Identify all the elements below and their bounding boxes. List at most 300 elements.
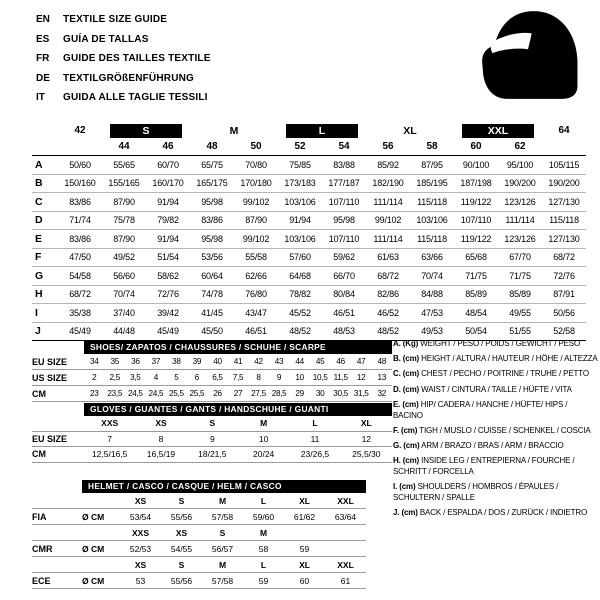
measurement-value: 87/90	[113, 233, 135, 244]
measurement-value: 87/95	[421, 159, 443, 170]
measurement-value: 61/63	[377, 252, 399, 263]
helmet-size-label: M	[218, 559, 227, 570]
shoes-size-value: 11,5	[333, 373, 348, 382]
measurement-value: 47/50	[69, 252, 91, 263]
language-row-en	[36, 10, 211, 30]
legend-key: F. (cm)	[393, 425, 418, 435]
glove-size-value: 11	[310, 433, 320, 444]
apparel-size-table	[32, 123, 586, 341]
shoes-title-bar: SHOES/ ZAPATOS / CHAUSSURES / SCHUHE / SCARPE	[84, 341, 392, 354]
measurement-value: 95/98	[201, 233, 223, 244]
legend-item-a: A. (Kg) WEIGHT / PESO / POIDS / GEWICHT / PESO	[393, 339, 581, 348]
shoes-size-value: 10,5	[312, 373, 328, 382]
size-col-label: 56	[382, 141, 394, 152]
shoes-size-value: 12	[356, 373, 366, 382]
shoes-size-value: 8	[256, 373, 261, 382]
shoes-size-table	[32, 340, 392, 402]
measurement-value: 47/53	[421, 307, 443, 318]
legend-key: J. (cm)	[393, 508, 418, 518]
legend-item-c: C. (cm) CHEST / PECHO / POITRINE / TRUHE / PETTO	[393, 369, 589, 379]
size-col-label: 50	[250, 141, 262, 152]
gloves-title-bar: GLOVES / GUANTES / GANTS / HANDSCHUHE / GUANTI	[84, 403, 392, 416]
measurement-value: 85/89	[509, 289, 531, 300]
diameter-unit-label: Ø CM	[82, 543, 105, 554]
guide-title: GUÍA DE TALLAS	[63, 33, 149, 45]
measurement-value: 71/75	[465, 270, 487, 281]
measurement-value: 51/54	[157, 252, 179, 263]
helmet-size-value: 57/58	[211, 511, 234, 522]
gloves-row-label: CM	[32, 449, 46, 460]
measurement-row-e	[32, 230, 586, 249]
size-col-label: 64	[558, 125, 570, 136]
helmet-sizes-row-cmr	[32, 525, 366, 541]
measurement-value: 87/90	[245, 215, 267, 226]
measurement-value: 95/98	[333, 215, 355, 226]
glove-size-value: 23/26,5	[300, 449, 330, 460]
measurement-value: 185/195	[416, 178, 448, 189]
shoes-size-value: 3,5	[130, 373, 141, 382]
measurement-value: 190/200	[548, 178, 580, 189]
measurement-value: 107/110	[328, 196, 360, 207]
helmet-size-value: 61/62	[293, 511, 316, 522]
measurement-letter: E	[35, 232, 43, 245]
measurement-value: 37/40	[113, 307, 135, 318]
measurement-value: 150/160	[64, 178, 96, 189]
size-group-l: L	[286, 124, 358, 138]
measurement-letter: C	[35, 195, 43, 208]
shoes-size-value: 5	[174, 373, 179, 382]
helmet-size-label: XL	[299, 495, 310, 506]
measurement-value: 173/183	[284, 178, 316, 189]
gloves-row-label: EU SIZE	[32, 433, 68, 444]
shoes-size-value: 25,5	[169, 389, 184, 398]
language-code: IT	[36, 92, 45, 103]
shoes-size-value: 45	[315, 357, 325, 366]
measurement-letter: F	[35, 251, 42, 264]
measurement-letter: I	[35, 306, 38, 319]
shoes-size-value: 7,5	[232, 373, 244, 382]
legend-item-e: E. (cm) HIP/ CADERA / HANCHE / HÜFTE/ HIPS / BACINO	[393, 399, 568, 420]
helmet-size-label: S	[219, 527, 226, 538]
measurement-value: 50/60	[69, 159, 91, 170]
measurement-value: 43/47	[245, 307, 267, 318]
shoes-size-value: 43	[274, 357, 284, 366]
measurement-value: 85/89	[465, 289, 487, 300]
measurement-value: 60/70	[157, 159, 179, 170]
measurement-value: 91/94	[157, 196, 179, 207]
shoes-size-value: 13	[377, 373, 386, 382]
size-group-row	[32, 123, 586, 138]
measurement-value: 87/91	[553, 289, 575, 300]
measurement-value: 84/88	[421, 289, 443, 300]
glove-size-label: S	[209, 418, 216, 429]
helmet-size-label: L	[260, 559, 267, 570]
measurement-value: 83/86	[201, 215, 223, 226]
measurement-value: 111/114	[373, 233, 403, 244]
measurement-row-c	[32, 193, 586, 212]
helmet-size-label: XXS	[131, 527, 149, 538]
helmet-size-label: XL	[299, 559, 310, 570]
language-row-fr	[36, 49, 211, 69]
shoes-size-value: 42	[254, 357, 263, 366]
glove-size-value: 10	[258, 433, 269, 444]
measurement-value: 83/86	[69, 196, 91, 207]
measurement-value: 155/165	[108, 178, 140, 189]
measurement-value: 65/75	[201, 159, 223, 170]
gloves-row-eu-size	[32, 432, 392, 448]
diameter-unit-label: Ø CM	[82, 575, 105, 586]
measurement-value: 123/126	[504, 233, 536, 244]
measurement-value: 82/86	[377, 289, 399, 300]
shoes-size-value: 32	[377, 389, 386, 398]
guide-title: GUIDE DES TAILLES TEXTILE	[63, 53, 211, 64]
shoes-size-value: 36	[131, 357, 140, 366]
measurement-value: 160/170	[152, 178, 184, 189]
measurement-value: 53/56	[201, 252, 223, 263]
helmet-size-value: 59/60	[252, 511, 275, 522]
measurement-value: 58/62	[157, 270, 179, 281]
measurement-value: 55/58	[245, 252, 267, 263]
measurement-value: 165/175	[196, 178, 228, 189]
measurement-value: 51/55	[509, 326, 531, 337]
glove-size-value: 16,5/19	[146, 449, 176, 460]
measurement-letter: D	[35, 214, 43, 227]
helmet-size-label: M	[259, 527, 268, 538]
helmet-sizes-row-fia	[32, 493, 366, 509]
gloves-sizes-row	[32, 416, 392, 432]
gloves-header	[32, 402, 392, 416]
legend-key: I. (cm)	[393, 482, 416, 492]
size-col-label: 52	[294, 141, 306, 152]
measurement-value: 45/49	[69, 326, 91, 337]
measurement-value: 70/80	[245, 159, 267, 170]
legend-key: G. (cm)	[393, 440, 420, 450]
shoes-size-value: 29	[295, 389, 304, 398]
racing-helmet-icon	[472, 4, 584, 106]
size-col-label: 44	[118, 141, 130, 152]
shoes-size-value: 28,5	[271, 389, 287, 398]
shoes-size-value: 6	[194, 373, 200, 382]
size-group-xl: XL	[403, 124, 417, 137]
guide-title: TEXTILGRÖßENFÜHRUNG	[63, 72, 195, 84]
helmet-size-table	[32, 479, 366, 589]
shoes-row-cm	[32, 386, 392, 402]
measurement-letter: G	[35, 269, 44, 282]
measurement-value: 49/53	[421, 326, 443, 337]
measurement-value: 70/74	[113, 289, 135, 300]
measurement-value: 71/75	[509, 270, 531, 281]
measurement-value: 111/114	[373, 196, 403, 207]
glove-size-label: L	[312, 418, 318, 429]
glove-size-label: XXS	[101, 418, 119, 429]
shoes-size-value: 34	[90, 357, 99, 366]
glove-size-value: 8	[158, 433, 164, 444]
language-row-it	[36, 88, 211, 108]
helmet-values-row-cmr	[32, 541, 366, 557]
helmet-size-value: 57/58	[211, 575, 234, 586]
shoes-row-label: US SIZE	[32, 372, 68, 383]
measurement-value: 123/126	[504, 196, 536, 207]
helmet-size-label: L	[260, 495, 267, 506]
shoes-row-label: CM	[32, 388, 46, 399]
measurement-value: 91/94	[157, 233, 179, 244]
measurement-letter: A	[35, 158, 43, 171]
size-col-label: 60	[470, 141, 482, 152]
shoes-size-value: 31,5	[353, 389, 369, 398]
shoes-size-value: 23,5	[107, 389, 123, 398]
shoes-size-value: 2	[92, 373, 97, 382]
legend-item-f: F. (cm) TIGH / MUSLO / CUISSE / SCHENKEL / COSCIA	[393, 425, 591, 435]
helmet-size-value: 60	[299, 575, 310, 586]
measurement-value: 76/80	[245, 289, 267, 300]
standard-label-cmr: CMR	[32, 543, 53, 554]
size-col-label: 62	[514, 141, 526, 152]
measurement-value: 103/106	[416, 215, 448, 226]
helmet-values-row-ece	[32, 573, 366, 589]
shoes-row-eu-size	[32, 354, 392, 370]
measurement-letter: B	[35, 177, 43, 190]
gloves-row-cm	[32, 447, 392, 463]
helmet-size-label: S	[178, 495, 185, 506]
size-group-xxl: XXL	[462, 124, 534, 138]
language-code: EN	[36, 14, 50, 25]
measurement-value: 177/187	[328, 178, 360, 189]
measurement-value: 80/84	[333, 289, 355, 300]
measurement-value: 50/54	[465, 326, 487, 337]
measurement-value: 90/100	[462, 159, 490, 170]
shoes-size-value: 46	[336, 357, 345, 366]
legend-key: D. (cm)	[393, 384, 420, 394]
glove-size-label: XS	[155, 418, 167, 429]
helmet-size-label: S	[178, 559, 185, 570]
measurement-value: 127/130	[548, 196, 580, 207]
helmet-size-value: 55/56	[170, 575, 193, 586]
measurement-value: 52/58	[553, 326, 575, 337]
gloves-size-table	[32, 402, 392, 463]
helmet-size-value: 59	[258, 575, 269, 586]
standard-label-ece: ECE	[32, 575, 51, 586]
size-col-label: 46	[162, 141, 174, 152]
shoes-size-value: 6,5	[212, 373, 223, 382]
standard-label-fia: FIA	[32, 511, 47, 522]
shoes-size-value: 35	[110, 357, 120, 366]
helmet-size-value: 58	[258, 543, 269, 554]
measurement-value: 46/51	[245, 326, 267, 337]
measurement-value: 63/66	[421, 252, 443, 263]
size-col-label: 54	[338, 141, 350, 152]
measurement-value: 48/52	[289, 326, 311, 337]
measurement-value: 182/190	[372, 178, 404, 189]
measurement-row-d	[32, 212, 586, 231]
measurement-value: 46/51	[333, 307, 355, 318]
language-row-es	[36, 30, 211, 50]
language-code: ES	[36, 33, 50, 45]
shoes-size-value: 2,5	[109, 373, 121, 382]
measurement-value: 45/50	[201, 326, 223, 337]
size-col-label: 48	[206, 141, 218, 152]
measurement-value: 107/110	[460, 215, 492, 226]
measurement-value: 65/68	[465, 252, 487, 263]
glove-size-value: 12	[361, 433, 372, 444]
measurement-value: 105/115	[548, 159, 580, 170]
helmet-size-value: 55/56	[170, 511, 193, 522]
legend-key: E. (cm)	[393, 399, 419, 409]
measurement-value: 60/64	[201, 270, 223, 281]
shoes-size-value: 24,5	[127, 389, 143, 398]
measurement-value: 64/68	[289, 270, 311, 281]
measurement-value: 103/106	[284, 196, 316, 207]
legend-key: H. (cm)	[393, 456, 420, 466]
measurement-value: 48/54	[465, 307, 487, 318]
measurement-row-h	[32, 286, 586, 305]
glove-size-value: 9	[209, 433, 215, 444]
helmet-size-label: XS	[134, 495, 147, 506]
legend-item-j: J. (cm) BACK / ESPALDA / DOS / ZURÜCK / INDIETRO	[393, 508, 588, 518]
shoes-size-value: 27	[233, 389, 243, 398]
legend-item-g: G. (cm) ARM / BRAZO / BRAS / ARM / BRACCIO	[393, 440, 564, 450]
shoes-size-value: 38	[172, 357, 181, 366]
shoes-size-value: 9	[276, 373, 282, 382]
helmet-sizes-row-ece	[32, 557, 366, 573]
legend-key: A. (Kg)	[393, 339, 419, 348]
legend-item-b: B. (cm) HEIGHT / ALTURA / HAUTEUR / HÖHE / ALTEZZA	[393, 354, 598, 364]
measurement-value: 74/78	[201, 289, 223, 300]
language-row-de	[36, 69, 211, 89]
glove-size-label: XL	[360, 418, 372, 429]
measurement-value: 95/100	[506, 159, 534, 170]
helmet-size-label: M	[218, 495, 227, 506]
helmet-size-value: 59	[299, 543, 310, 554]
shoes-size-value: 25,5	[189, 389, 205, 398]
shoes-size-value: 30	[315, 389, 325, 398]
measurement-letter: J	[35, 325, 41, 338]
language-code: FR	[36, 53, 50, 64]
measurement-value: 55/65	[113, 159, 135, 170]
measurement-value: 115/118	[417, 196, 447, 207]
measurement-value: 66/70	[333, 270, 355, 281]
measurement-value: 115/118	[549, 215, 579, 226]
measurement-value: 56/60	[113, 270, 135, 281]
measurement-value: 49/52	[113, 252, 135, 263]
measurement-value: 75/78	[113, 215, 135, 226]
measurement-legend	[393, 339, 599, 523]
shoes-row-label: EU SIZE	[32, 356, 68, 367]
measurement-value: 75/85	[289, 159, 311, 170]
shoes-size-value: 44	[295, 357, 304, 366]
measurement-value: 68/72	[553, 252, 575, 263]
shoes-size-value: 41	[233, 357, 243, 366]
shoes-size-value: 47	[356, 357, 366, 366]
shoes-size-value: 23	[90, 389, 99, 398]
measurement-value: 119/122	[460, 196, 492, 207]
measurement-value: 48/52	[377, 326, 399, 337]
legend-item-d: D. (cm) WAIST / CINTURA / TAILLE / HÜFTE / VITA	[393, 384, 572, 394]
measurement-value: 67/70	[509, 252, 531, 263]
measurement-value: 35/38	[69, 307, 91, 318]
measurement-value: 170/180	[240, 178, 272, 189]
measurement-value: 71/74	[69, 215, 91, 226]
measurement-value: 48/53	[333, 326, 355, 337]
glove-size-value: 12,5/16,5	[91, 449, 128, 460]
measurement-value: 72/76	[157, 289, 179, 300]
measurement-value: 91/94	[289, 215, 311, 226]
measurement-row-g	[32, 267, 586, 286]
measurement-value: 45/52	[289, 307, 311, 318]
shoes-header	[32, 340, 392, 354]
helmet-size-value: 54/55	[170, 543, 193, 554]
helmet-size-value: 52/53	[129, 543, 152, 554]
size-col-label: 58	[426, 141, 438, 152]
measurement-row-a	[32, 156, 586, 175]
measurement-value: 85/92	[377, 159, 399, 170]
shoes-size-value: 26	[213, 389, 222, 398]
measurement-value: 54/58	[69, 270, 91, 281]
guide-title: TEXTILE SIZE GUIDE	[63, 14, 168, 25]
measurement-value: 99/102	[374, 215, 402, 226]
measurement-value: 107/110	[328, 233, 360, 244]
language-code: DE	[36, 72, 50, 84]
measurement-value: 87/90	[113, 196, 135, 207]
measurement-value: 72/76	[553, 270, 575, 281]
helmet-size-label: XXL	[337, 495, 354, 506]
guide-title: GUIDA ALLE TAGLIE TESSILI	[63, 92, 208, 103]
measurement-value: 62/66	[245, 270, 267, 281]
measurement-value: 79/82	[157, 215, 179, 226]
measurement-value: 78/82	[289, 289, 311, 300]
measurement-value: 46/52	[377, 307, 399, 318]
measurement-value: 39/42	[157, 307, 179, 318]
size-col-label: 42	[74, 125, 86, 136]
helmet-size-label: XS	[175, 527, 188, 538]
measurement-value: 99/102	[242, 233, 270, 244]
measurement-value: 103/106	[284, 233, 316, 244]
measurement-value: 111/114	[505, 215, 535, 226]
measurement-value: 68/72	[69, 289, 91, 300]
helmet-size-value: 56/57	[211, 543, 234, 554]
legend-key: C. (cm)	[393, 369, 420, 379]
glove-size-value: 7	[107, 433, 113, 444]
measurement-value: 119/122	[460, 233, 492, 244]
measurement-row-i	[32, 304, 586, 323]
measurement-value: 187/198	[460, 178, 492, 189]
size-number-row	[32, 138, 586, 156]
helmet-size-value: 61	[340, 575, 351, 586]
measurement-value: 99/102	[242, 196, 270, 207]
measurement-value: 50/56	[553, 307, 575, 318]
shoes-size-value: 39	[192, 357, 202, 366]
shoes-size-value: 10	[295, 373, 304, 382]
legend-item-i: I. (cm) SHOULDERS / HOMBROS / ÉPAULES / SCHULTERN / SPALLE	[393, 482, 559, 502]
diameter-unit-label: Ø CM	[82, 511, 105, 522]
shoes-size-value: 30,5	[333, 389, 349, 398]
measurement-value: 70/74	[421, 270, 443, 281]
language-list	[36, 10, 211, 108]
measurement-letter: H	[35, 288, 43, 301]
glove-size-label: M	[260, 418, 268, 429]
helmet-values-row-fia	[32, 509, 366, 525]
measurement-value: 115/118	[417, 233, 447, 244]
shoes-size-value: 4	[153, 373, 158, 382]
measurement-value: 49/55	[509, 307, 531, 318]
shoes-size-value: 24,5	[148, 389, 164, 398]
measurement-value: 59/62	[333, 252, 355, 263]
measurement-value: 44/48	[113, 326, 135, 337]
measurement-value: 190/200	[504, 178, 536, 189]
helmet-header	[32, 479, 366, 493]
measurement-value: 127/130	[548, 233, 580, 244]
shoes-size-value: 37	[151, 357, 161, 366]
measurement-row-f	[32, 249, 586, 268]
